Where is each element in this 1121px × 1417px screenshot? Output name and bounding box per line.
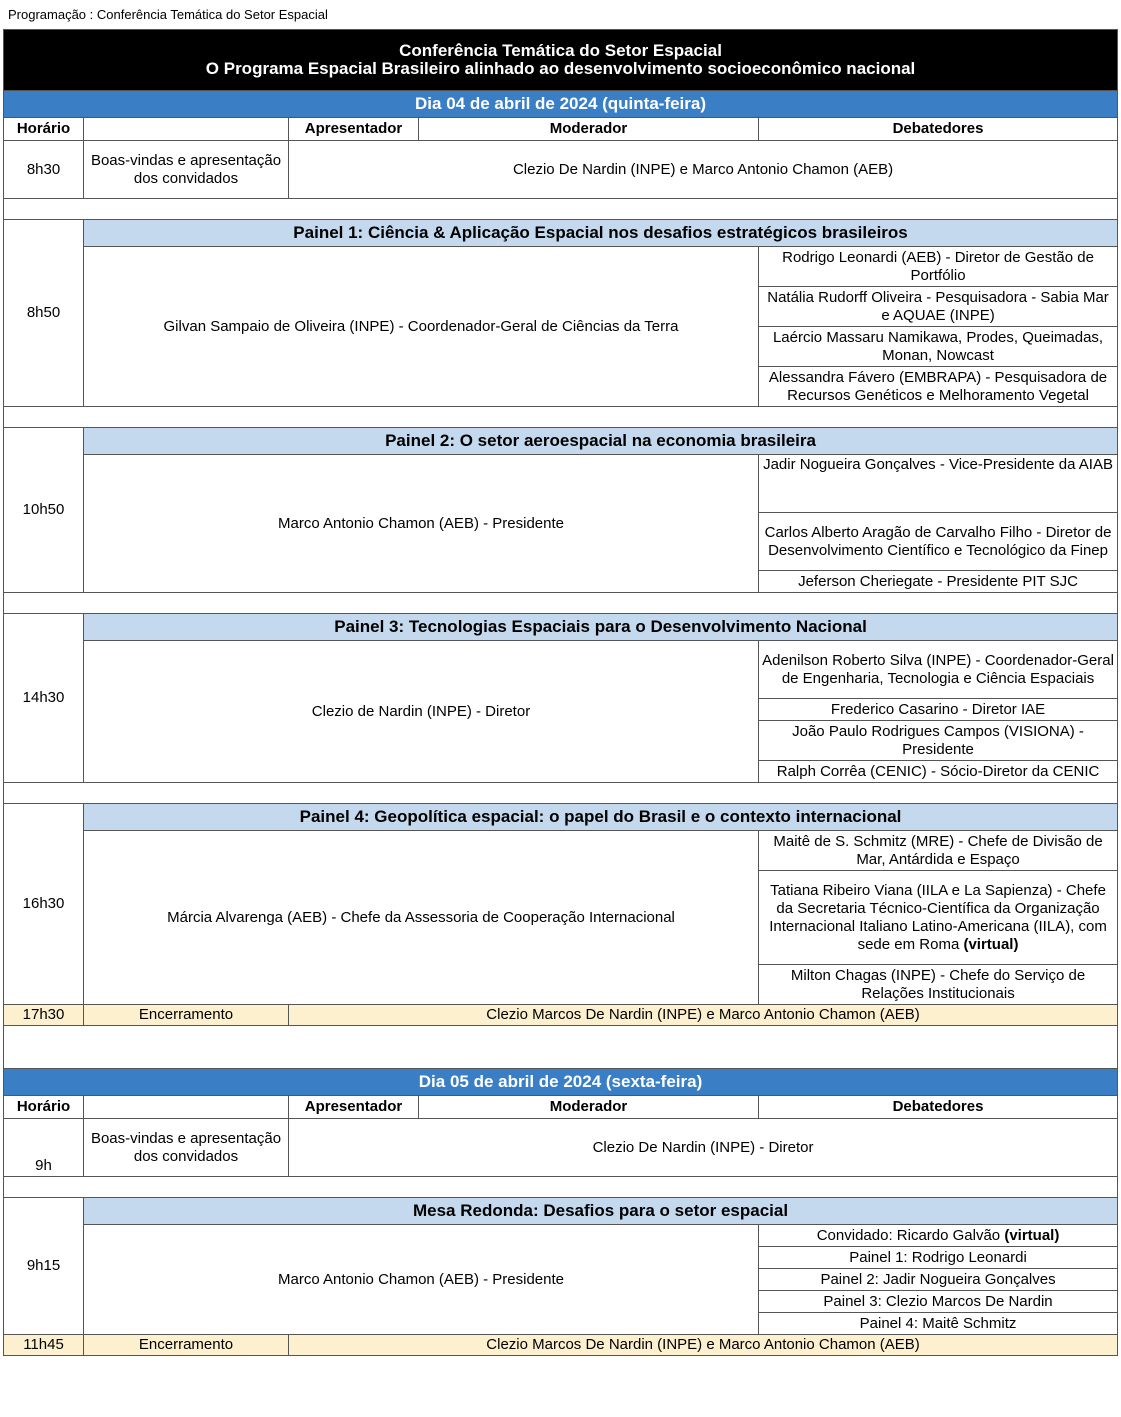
panel3-debater: Frederico Casarino - Diretor IAE <box>759 699 1118 721</box>
day1-title: Dia 04 de abril de 2024 (quinta-feira) <box>4 91 1118 118</box>
panel4-debater: Maitê de S. Schmitz (MRE) - Chefe de Divisão de Mar, Antárdida e Espaço <box>759 831 1118 871</box>
day1-closing-row <box>4 1005 1118 1026</box>
panel4-debater: Milton Chagas (INPE) - Chefe do Serviço de Relações Institucionais <box>759 965 1118 1005</box>
schedule-table <box>3 29 1118 1356</box>
conference-banner <box>4 30 1118 91</box>
welcome-hosts: Clezio De Nardin (INPE) e Marco Antonio Chamon (AEB) <box>289 141 1118 199</box>
spacer-row <box>4 783 1118 804</box>
time-cell: 9h <box>4 1119 84 1177</box>
time-cell: 8h30 <box>4 141 84 199</box>
panel2-debater: Carlos Alberto Aragão de Carvalho Filho - Diretor de Desenvolvimento Científico e Tecnológico da Finep <box>759 513 1118 571</box>
panel1-moderator: Gilvan Sampaio de Oliveira (INPE) - Coordenador-Geral de Ciências da Terra <box>84 247 759 407</box>
conference-subtitle: O Programa Espacial Brasileiro alinhado ao desenvolvimento socioeconômico nacional <box>205 59 916 78</box>
welcome-label: Boas-vindas e apresentação dos convidados <box>84 1119 289 1177</box>
day1-welcome-row <box>4 141 1118 199</box>
col-time: Horário <box>4 118 84 141</box>
col-presenter: Apresentador <box>289 1096 419 1119</box>
day2-welcome-row <box>4 1119 1118 1177</box>
panel3-debater: João Paulo Rodrigues Campos (VISIONA) - Presidente <box>759 721 1118 761</box>
panel2-moderator: Marco Antonio Chamon (AEB) - Presidente <box>84 455 759 593</box>
panel1-debater: Laércio Massaru Namikawa, Prodes, Queimadas, Monan, Nowcast <box>759 327 1118 367</box>
time-cell: 17h30 <box>4 1005 84 1026</box>
panel3-debater: Adenilson Roberto Silva (INPE) - Coordenador-Geral de Engenharia, Tecnologia e Ciência Espaciais <box>759 641 1118 699</box>
col-moderator: Moderador <box>419 118 759 141</box>
panel3-title: Painel 3: Tecnologias Espaciais para o Desenvolvimento Nacional <box>84 614 1118 641</box>
roundtable-debater: Painel 2: Jadir Nogueira Gonçalves <box>759 1269 1118 1291</box>
virtual-tag: (virtual) <box>963 935 1019 953</box>
closing-hosts: Clezio Marcos De Nardin (INPE) e Marco Antonio Chamon (AEB) <box>289 1335 1118 1356</box>
panel4-title: Painel 4: Geopolítica espacial: o papel do Brasil e o contexto internacional <box>84 804 1118 831</box>
roundtable-debater: Painel 4: Maitê Schmitz <box>759 1313 1118 1335</box>
day2-column-headers <box>4 1096 1118 1119</box>
col-debaters: Debatedores <box>759 118 1118 141</box>
time-cell: 10h50 <box>4 428 84 593</box>
closing-label: Encerramento <box>84 1335 289 1356</box>
roundtable-debater: Painel 3: Clezio Marcos De Nardin <box>759 1291 1118 1313</box>
spacer-row <box>4 407 1118 428</box>
closing-label: Encerramento <box>84 1005 289 1026</box>
time-cell: 16h30 <box>4 804 84 1005</box>
day2-title: Dia 05 de abril de 2024 (sexta-feira) <box>4 1069 1118 1096</box>
panel1-debater: Natália Rudorff Oliveira - Pesquisadora - Sabia Mar e AQUAE (INPE) <box>759 287 1118 327</box>
time-cell: 8h50 <box>4 220 84 407</box>
time-cell: 9h15 <box>4 1198 84 1335</box>
panel2-debater: Jadir Nogueira Gonçalves - Vice-Presidente da AIAB <box>759 455 1118 513</box>
panel4-moderator: Márcia Alvarenga (AEB) - Chefe da Assessoria de Cooperação Internacional <box>84 831 759 1005</box>
spacer-row <box>4 1177 1118 1198</box>
welcome-host: Clezio De Nardin (INPE) - Diretor <box>289 1119 1118 1177</box>
conference-title: Conferência Temática do Setor Espacial <box>399 41 722 60</box>
panel3-debater: Ralph Corrêa (CENIC) - Sócio-Diretor da CENIC <box>759 761 1118 783</box>
panel1-debater: Alessandra Fávero (EMBRAPA) - Pesquisadora de Recursos Genéticos e Melhoramento Vegetal <box>759 367 1118 407</box>
panel1-debater: Rodrigo Leonardi (AEB) - Diretor de Gestão de Portfólio <box>759 247 1118 287</box>
spacer-row <box>4 199 1118 220</box>
panel1-title: Painel 1: Ciência & Aplicação Espacial nos desafios estratégicos brasileiros <box>84 220 1118 247</box>
day1-column-headers <box>4 118 1118 141</box>
time-cell: 14h30 <box>4 614 84 783</box>
panel3-moderator: Clezio de Nardin (INPE) - Diretor <box>84 641 759 783</box>
col-presenter: Apresentador <box>289 118 419 141</box>
panel4-debater-text: Tatiana Ribeiro Viana (IILA e La Sapienza) - Chefe da Secretaria Técnico-Científica da Organização Internacional Italiano Latino-Americana (IILA), com sede em Roma <box>769 881 1107 953</box>
roundtable-guest <box>759 1225 1118 1247</box>
welcome-label: Boas-vindas e apresentação dos convidados <box>84 141 289 199</box>
roundtable-debater: Painel 1: Rodrigo Leonardi <box>759 1247 1118 1269</box>
roundtable-title: Mesa Redonda: Desafios para o setor espacial <box>84 1198 1118 1225</box>
panel4-debater <box>759 871 1118 965</box>
time-cell: 11h45 <box>4 1335 84 1356</box>
day2-closing-row <box>4 1335 1118 1356</box>
page-header: Programação : Conferência Temática do Setor Espacial <box>8 7 328 22</box>
panel2-title: Painel 2: O setor aeroespacial na economia brasileira <box>84 428 1118 455</box>
closing-hosts: Clezio Marcos De Nardin (INPE) e Marco Antonio Chamon (AEB) <box>289 1005 1118 1026</box>
roundtable-moderator: Marco Antonio Chamon (AEB) - Presidente <box>84 1225 759 1335</box>
spacer-row <box>4 593 1118 614</box>
panel2-debater: Jeferson Cheriegate - Presidente PIT SJC <box>759 571 1118 593</box>
spacer-row <box>4 1026 1118 1069</box>
col-moderator: Moderador <box>419 1096 759 1119</box>
col-debaters: Debatedores <box>759 1096 1118 1119</box>
col-time: Horário <box>4 1096 84 1119</box>
virtual-tag: (virtual) <box>1004 1226 1060 1244</box>
roundtable-guest-text: Convidado: Ricardo Galvão <box>816 1226 1001 1244</box>
